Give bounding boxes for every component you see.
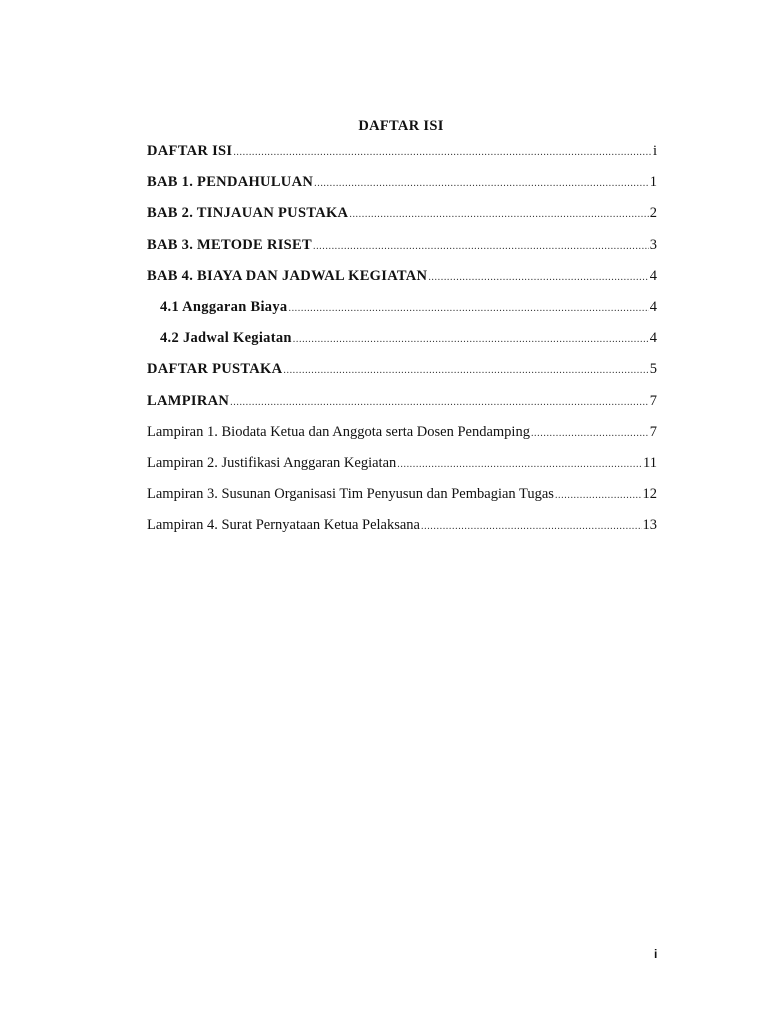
toc-entry-label: Lampiran 4. Surat Pernyataan Ketua Pelaksana [147, 517, 420, 534]
toc-entry-4-1[interactable] [147, 297, 657, 328]
toc-dot-leader [314, 174, 649, 194]
toc-entry-page: i [652, 143, 657, 159]
toc-dot-leader [555, 486, 642, 506]
toc-entry-label: 4.2 Jadwal Kegiatan [160, 330, 292, 347]
toc-entry-page: 7 [649, 392, 657, 409]
toc-entry-bab-2[interactable] [147, 203, 657, 234]
toc-entry-label: LAMPIRAN [147, 392, 230, 409]
toc-entry-bab-3[interactable] [147, 235, 657, 266]
toc-dot-leader [531, 424, 649, 444]
toc-entry-label: BAB 4. BIAYA DAN JADWAL KEGIATAN [147, 267, 428, 284]
toc-entry-lampiran-4[interactable] [147, 515, 657, 546]
toc-entry-label: DAFTAR PUSTAKA [147, 361, 283, 378]
toc-entry-page: 5 [649, 361, 657, 378]
toc-entry-page: 2 [649, 205, 657, 222]
toc-dot-leader [428, 268, 648, 288]
toc-entry-page: 4 [649, 330, 657, 347]
toc-entry-label: Lampiran 3. Susunan Organisasi Tim Penyusun dan Pembagian Tugas [147, 486, 554, 503]
toc-entry-label: BAB 1. PENDAHULUAN [147, 174, 314, 191]
toc-entry-label: Lampiran 1. Biodata Ketua dan Anggota serta Dosen Pendamping [147, 423, 530, 440]
toc-entry-lampiran-3[interactable] [147, 484, 657, 515]
footer-page-number: i [654, 947, 658, 961]
toc-dot-leader [288, 299, 648, 319]
table-of-contents [147, 141, 657, 546]
toc-entry-4-2[interactable] [147, 328, 657, 359]
toc-dot-leader [313, 237, 649, 257]
toc-entry-daftar-isi[interactable] [147, 141, 657, 172]
toc-dot-leader [293, 330, 649, 350]
toc-entry-page: 7 [649, 423, 657, 440]
toc-dot-leader [421, 517, 642, 537]
toc-dot-leader [349, 205, 648, 225]
toc-entry-page: 4 [649, 267, 657, 284]
toc-entry-bab-4[interactable] [147, 266, 657, 297]
toc-entry-page: 4 [649, 298, 657, 315]
toc-entry-label: BAB 3. METODE RISET [147, 236, 312, 253]
toc-entry-page: 13 [642, 517, 657, 534]
toc-entry-lampiran[interactable] [147, 391, 657, 422]
toc-entry-page: 12 [642, 486, 657, 503]
toc-entry-bab-1[interactable] [147, 172, 657, 203]
toc-entry-page: 3 [649, 236, 657, 253]
toc-entry-daftar-pustaka[interactable] [147, 359, 657, 390]
toc-dot-leader [397, 455, 642, 475]
toc-entry-label: 4.1 Anggaran Biaya [160, 298, 288, 315]
toc-dot-leader [283, 361, 648, 381]
toc-entry-lampiran-2[interactable] [147, 453, 657, 484]
toc-entry-label: BAB 2. TINJAUAN PUSTAKA [147, 205, 349, 222]
toc-dot-leader [230, 393, 649, 413]
toc-entry-page: 11 [643, 454, 657, 471]
toc-heading: DAFTAR ISI [358, 118, 444, 134]
toc-entry-label: Lampiran 2. Justifikasi Anggaran Kegiatan [147, 454, 397, 471]
toc-dot-leader [233, 143, 652, 163]
toc-entry-label: DAFTAR ISI [147, 143, 233, 159]
toc-entry-lampiran-1[interactable] [147, 422, 657, 453]
toc-entry-page: 1 [649, 174, 657, 191]
